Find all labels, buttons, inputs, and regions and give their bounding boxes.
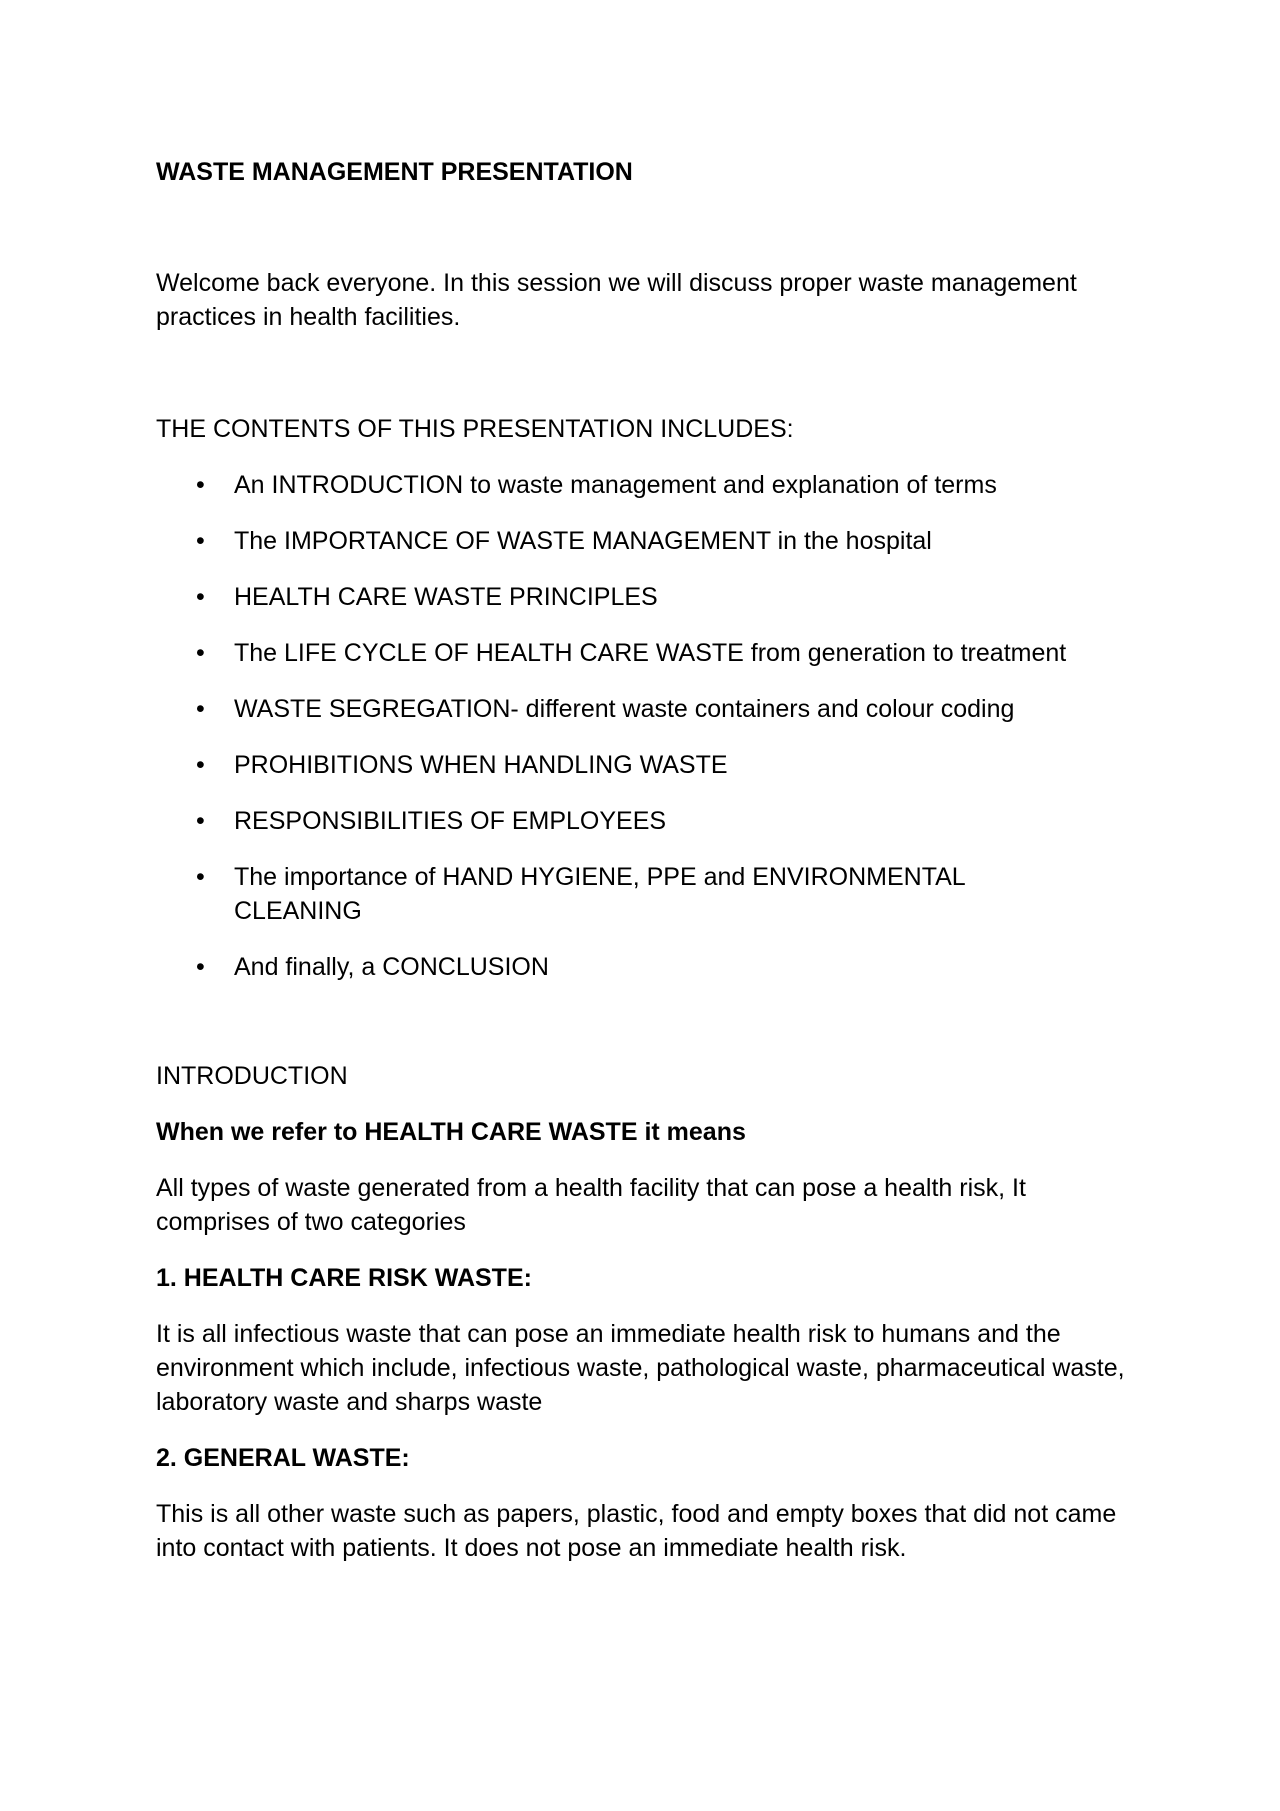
- document-title: WASTE MANAGEMENT PRESENTATION: [156, 158, 633, 186]
- list-item: [156, 804, 1094, 838]
- contents-list: [156, 468, 1136, 1006]
- bullet-icon: •: [196, 639, 205, 667]
- bullet-icon: •: [196, 751, 205, 779]
- list-item-text: The LIFE CYCLE OF HEALTH CARE WASTE from generation to treatment: [234, 639, 1067, 667]
- list-item: [156, 524, 1094, 558]
- list-item-text: RESPONSIBILITIES OF EMPLOYEES: [234, 807, 667, 835]
- bullet-icon: •: [196, 583, 205, 611]
- general-waste-heading: 2. GENERAL WASTE:: [156, 1444, 410, 1472]
- list-item: [156, 748, 1094, 782]
- list-item-text: PROHIBITIONS WHEN HANDLING WASTE: [234, 751, 728, 779]
- list-item-text: An INTRODUCTION to waste management and explanation of terms: [234, 471, 997, 499]
- bullet-icon: •: [196, 863, 205, 891]
- list-item: [156, 468, 1094, 502]
- list-item: [156, 692, 1094, 726]
- risk-waste-paragraph: It is all infectious waste that can pose an immediate health risk to humans and the environment which include, infectious waste, pathological waste, pharmaceutical waste, laboratory waste and sharps waste: [156, 1320, 1125, 1416]
- list-item-text: The IMPORTANCE OF WASTE MANAGEMENT in the hospital: [234, 527, 932, 555]
- introduction-heading: INTRODUCTION: [156, 1062, 348, 1090]
- bullet-icon: •: [196, 471, 205, 499]
- list-item: [156, 636, 1094, 670]
- list-item-text: HEALTH CARE WASTE PRINCIPLES: [234, 583, 658, 611]
- bullet-icon: •: [196, 953, 205, 981]
- list-item: [156, 860, 1094, 928]
- list-item-text: The importance of HAND HYGIENE, PPE and ENVIRONMENTAL CLEANING: [234, 863, 965, 925]
- bullet-icon: •: [196, 695, 205, 723]
- bullet-icon: •: [196, 527, 205, 555]
- list-item-text: And finally, a CONCLUSION: [234, 953, 549, 981]
- hcw-definition-paragraph: All types of waste generated from a health facility that can pose a health risk, It comprises of two categories: [156, 1174, 1026, 1236]
- general-waste-paragraph: This is all other waste such as papers, plastic, food and empty boxes that did not came into contact with patients. It does not pose an immediate health risk.: [156, 1500, 1117, 1562]
- risk-waste-heading: 1. HEALTH CARE RISK WASTE:: [156, 1264, 532, 1292]
- list-item: [156, 950, 1094, 984]
- hcw-definition-heading: When we refer to HEALTH CARE WASTE it means: [156, 1118, 746, 1146]
- contents-heading: THE CONTENTS OF THIS PRESENTATION INCLUDES:: [156, 415, 794, 443]
- list-item: [156, 580, 1094, 614]
- welcome-paragraph: Welcome back everyone. In this session we will discuss proper waste management practices in health facilities.: [156, 269, 1077, 331]
- bullet-icon: •: [196, 807, 205, 835]
- list-item-text: WASTE SEGREGATION- different waste containers and colour coding: [234, 695, 1015, 723]
